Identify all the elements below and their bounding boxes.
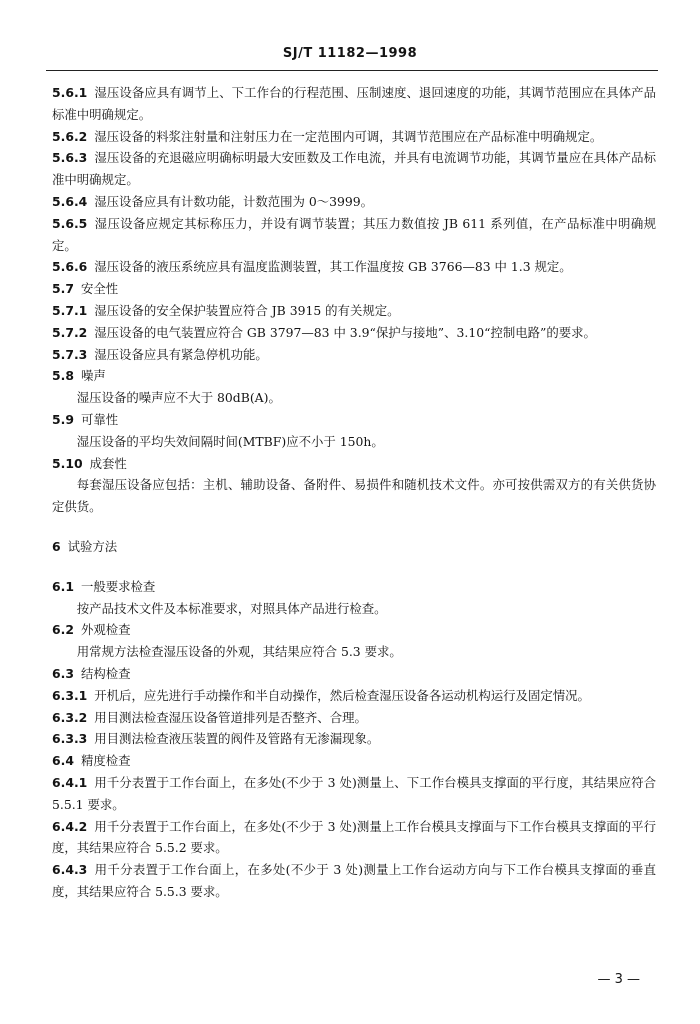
clause-6-4-3: 6.4.3 用千分表置于工作台面上，在多处(不少于 3 处)测量上工作台运动方向与下工作台模具支撑面的垂直度，其结果应符合 5.5.3 要求。 (52, 862, 656, 899)
clause-5-8-text: 湿压设备的噪声应不大于 80dB(A)。 (76, 390, 281, 406)
clause-6-3-3: 6.3.3 用目测法检查液压装置的阀件及管路有无渗漏现象。 (52, 731, 380, 747)
header-rule (46, 70, 658, 71)
section-6-1-heading: 6.1 一般要求检查 (52, 578, 156, 594)
clause-6-4-2: 6.4.2 用千分表置于工作台面上，在多处(不少于 3 处)测量上工作台模具支撑面与下工作台模具支撑面的平行度，其结果应符合 5.5.2 要求。 (52, 818, 656, 856)
section-5-10-heading: 5.10 成套性 (52, 455, 127, 471)
section-gap (52, 558, 656, 576)
clause-5-9-text: 湿压设备的平均失效间隔时间(MTBF)应不小于 150h。 (76, 433, 384, 449)
clause-5-6-3: 5.6.3 湿压设备的充退磁应明确标明最大安匝数及工作电流，并具有电流调节功能，其调节量应在具体产品标准中明确规定。 (52, 150, 656, 188)
clause-5-7-1: 5.7.1 湿压设备的安全保护装置应符合 JB 3915 的有关规定。 (52, 302, 400, 318)
clause-6-3-1: 6.3.1 开机后，应先进行手动操作和半自动操作，然后检查湿压设备各运动机构运行及固定情况。 (52, 687, 590, 703)
section-5-9-heading: 5.9 可靠性 (52, 411, 119, 427)
clause-6-3-2: 6.3.2 用目测法检查湿压设备管道排列是否整齐、合理。 (52, 709, 367, 725)
clause-6-1-text: 按产品技术文件及本标准要求，对照具体产品进行检查。 (76, 600, 387, 616)
section-gap (52, 518, 656, 536)
document-body (52, 82, 656, 903)
clause-5-6-6: 5.6.6 湿压设备的液压系统应具有温度监测装置，其工作温度按 GB 3766—83 中 1.3 规定。 (52, 259, 572, 275)
clause-6-4-1: 6.4.1 用千分表置于工作台面上，在多处(不少于 3 处)测量上、下工作台模具支撑面的平行度，其结果应符合 5.5.1 要求。 (52, 774, 656, 812)
section-6-4-heading: 6.4 精度检查 (52, 753, 131, 769)
clause-5-6-5: 5.6.5 湿压设备应规定其标称压力，并设有调节装置；其压力数值按 JB 611 系列值，在产品标准中明确规定。 (52, 215, 656, 253)
section-5-7-heading: 5.7 安全性 (52, 281, 119, 297)
clause-5-10-text: 每套湿压设备应包括：主机、辅助设备、备附件、易损件和随机技术文件。亦可按供需双方的有关供货协定供货。 (52, 477, 656, 515)
page-number: — 3 — (597, 972, 640, 987)
chapter-6-heading: 6 试验方法 (52, 538, 118, 554)
clause-5-6-2: 5.6.2 湿压设备的料浆注射量和注射压力在一定范围内可调，其调节范围应在产品标准中明确规定。 (52, 128, 603, 144)
page-header: SJ/T 11182—1998 (282, 46, 418, 61)
section-6-3-heading: 6.3 结构检查 (52, 665, 131, 681)
clause-5-7-3: 5.7.3 湿压设备应具有紧急停机功能。 (52, 346, 268, 362)
clause-6-2-text: 用常规方法检查湿压设备的外观，其结果应符合 5.3 要求。 (76, 644, 402, 660)
section-5-8-heading: 5.8 噪声 (52, 368, 106, 384)
section-6-2-heading: 6.2 外观检查 (52, 622, 131, 638)
clause-5-7-2: 5.7.2 湿压设备的电气装置应符合 GB 3797—83 中 3.9“保护与接地”、3.10“控制电路”的要求。 (52, 324, 596, 340)
clause-5-6-1: 5.6.1 湿压设备应具有调节上、下工作台的行程范围、压制速度、退回速度的功能，其调节范围应在具体产品标准中明确规定。 (52, 85, 656, 122)
clause-5-6-4: 5.6.4 湿压设备应具有计数功能，计数范围为 0～3999。 (52, 193, 374, 209)
